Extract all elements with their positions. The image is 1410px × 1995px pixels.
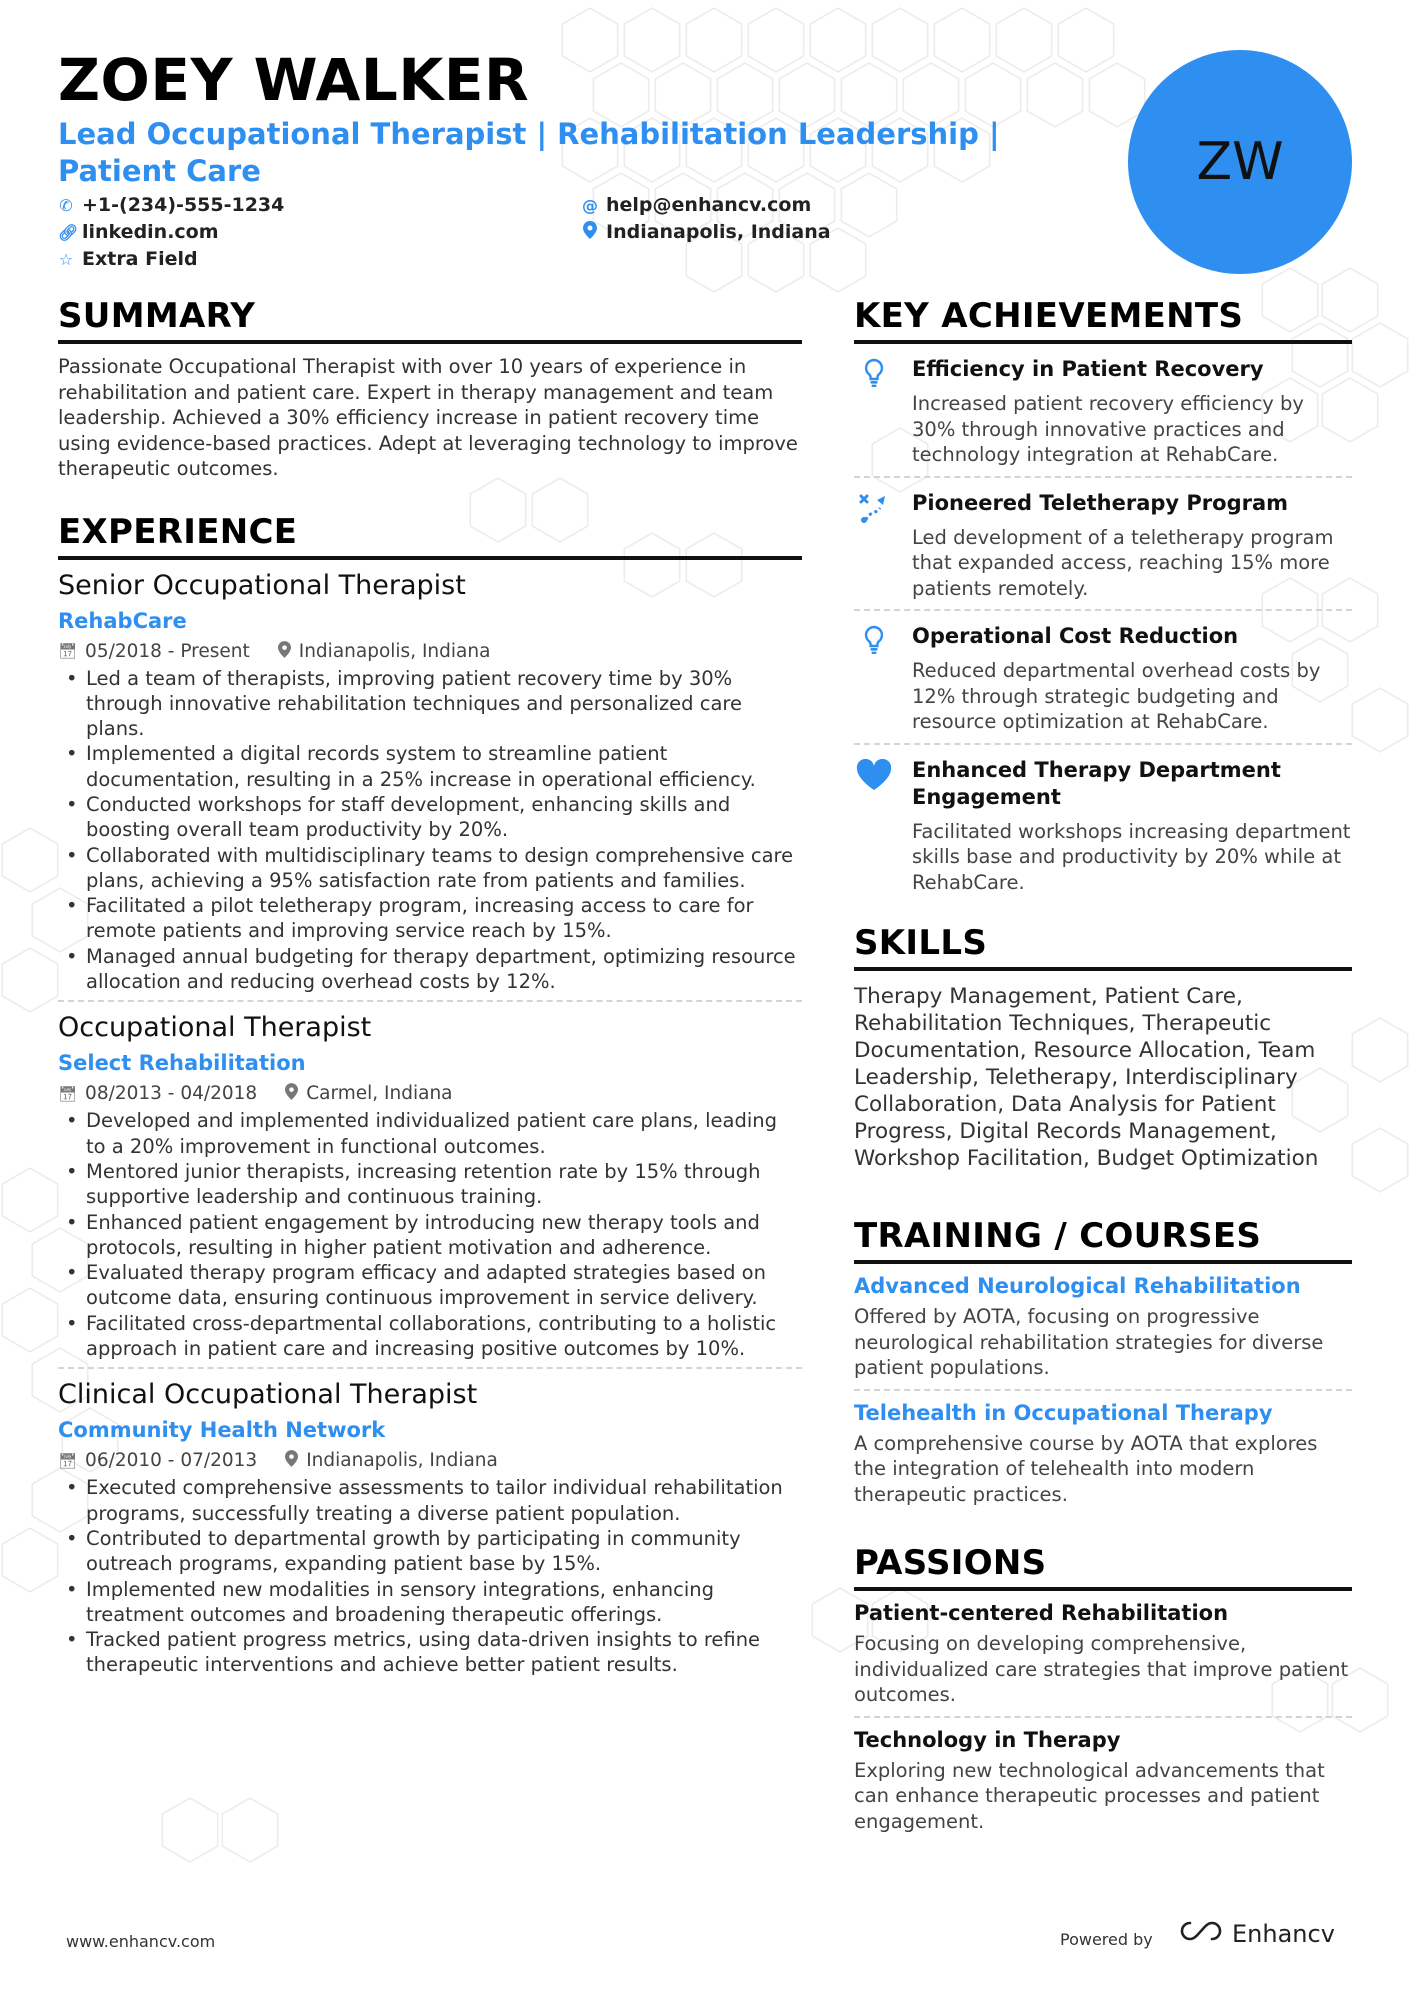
job-bullet: • Facilitated a pilot teletherapy program, increasing access to care for remote patients and improving service reach by 15%. [58, 893, 802, 944]
hexagon-decoration [222, 1798, 277, 1862]
hexagon-decoration [748, 8, 803, 72]
job-bullet: • Led a team of therapists, improving patient recovery time by 30% through innovative rehabilitation techniques and personalized care plans. [58, 666, 802, 742]
passion-item [854, 1601, 1352, 1708]
passion-desc: Focusing on developing comprehensive, individualized care strategies that improve patient outcomes. [854, 1632, 1349, 1706]
contact-info [58, 194, 831, 274]
hexagon-decoration [2, 1288, 57, 1352]
calendar-icon: 📅︎ [58, 1084, 78, 1103]
job-dates: 08/2013 - 04/2018 [85, 1083, 258, 1105]
experience-entry [58, 1379, 802, 1677]
hexagon-decoration [562, 8, 617, 72]
hexagon-decoration [2, 1528, 57, 1592]
job-dates: 06/2010 - 07/2013 [85, 1450, 258, 1472]
divider [58, 1000, 802, 1002]
job-dates: 05/2018 - Present [85, 640, 250, 662]
email-text: help@enhancv.com [606, 194, 812, 216]
hexagon-decoration [162, 1798, 217, 1862]
phone-icon: ✆ [59, 195, 73, 215]
extra-field [58, 248, 198, 270]
achievement-item [854, 757, 1352, 896]
summary-text: Passionate Occupational Therapist with over 10 years of experience in rehabilitation and patient care. Expert in therapy management and team leadership. Achieved a 30% efficiency increase in patient recovery time using evidence-based practices. Adept at leveraging technology to improve therapeutic outcomes. [58, 355, 798, 480]
divider [854, 609, 1352, 611]
phone-text: +1-(234)-555-1234 [82, 194, 285, 216]
job-bullet: • Tracked patient progress metrics, using data-driven insights to refine therapeutic interventions and achieve better patient results. [58, 1627, 802, 1678]
divider [854, 1389, 1352, 1391]
achievement-desc: Facilitated workshops increasing department skills base and productivity by 20% while at RehabCare. [912, 819, 1351, 894]
job-location: Carmel, Indiana [306, 1083, 453, 1105]
divider [854, 743, 1352, 745]
calendar-icon: 📅︎ [58, 642, 78, 660]
job-bullet: • Implemented new modalities in sensory integrations, enhancing treatment outcomes and broadening therapeutic offerings. [58, 1577, 802, 1628]
hexagon-decoration [1352, 323, 1407, 387]
achievement-desc: Led development of a teletherapy program that expanded access, reaching 15% more patients remotely. [912, 525, 1334, 600]
enhancv-logo[interactable] [1178, 1920, 1335, 1948]
hexagon-decoration [2, 828, 57, 892]
training-heading: TRAINING / COURSES [854, 1216, 1352, 1264]
hexagon-decoration [872, 8, 927, 72]
achievement-item [854, 490, 1352, 602]
job-bullets [58, 1108, 802, 1361]
achievement-item [854, 623, 1352, 735]
job-meta [58, 1083, 802, 1104]
footer-powered-by: Powered by [1060, 1930, 1153, 1949]
job-title: Senior Occupational Therapist [58, 569, 466, 601]
achievement-desc: Reduced departmental overhead costs by 12% through strategic budgeting and resource optimization at RehabCare. [912, 659, 1321, 733]
passions-heading: PASSIONS [854, 1543, 1352, 1591]
avatar [1128, 50, 1352, 274]
hexagon-decoration [810, 8, 865, 72]
hexagon-decoration [624, 8, 679, 72]
achievement-desc: Increased patient recovery efficiency by 30% through innovative practices and technology integration at RehabCare. [912, 392, 1304, 466]
hexagon-decoration [2, 948, 57, 1012]
job-bullet: • Mentored junior therapists, increasing retention rate by 15% through supportive leadership and continuous training. [58, 1159, 802, 1210]
calendar-icon: 📅︎ [58, 1451, 78, 1470]
location-pin-icon [285, 1083, 298, 1104]
hexagon-decoration [2, 1168, 57, 1232]
job-bullet: • Developed and implemented individualized patient care plans, leading to a 20% improvement in functional outcomes. [58, 1108, 802, 1159]
location-pin-icon [278, 641, 291, 662]
heart-icon [854, 757, 894, 896]
linkedin-text: linkedin.com [82, 221, 219, 243]
course-item [854, 1274, 1352, 1381]
enhancv-brand: Enhancv [1232, 1920, 1335, 1948]
location-contact [582, 221, 831, 243]
course-title: Telehealth in Occupational Therapy [854, 1400, 1273, 1425]
job-meta [58, 1450, 802, 1471]
location-text: Indianapolis, Indiana [606, 221, 831, 243]
avatar-initials: ZW [1196, 132, 1284, 192]
job-company: RehabCare [58, 608, 187, 633]
job-company: Community Health Network [58, 1418, 386, 1443]
star-icon: ☆ [58, 249, 74, 269]
hexagon-decoration [1352, 688, 1407, 752]
experience-entry [58, 570, 802, 1003]
job-location: Indianapolis, Indiana [298, 640, 491, 662]
lightbulb-icon [854, 623, 894, 735]
hexagon-decoration [934, 8, 989, 72]
achievement-title: Enhanced Therapy Department Engagement [912, 757, 1281, 809]
experience-entry [58, 1012, 802, 1369]
hexagon-decoration [1352, 1128, 1407, 1192]
job-title: Occupational Therapist [58, 1012, 372, 1044]
job-bullet: • Managed annual budgeting for therapy department, optimizing resource allocation and reducing overhead costs by 12%. [58, 944, 802, 995]
hexagon-decoration [686, 8, 741, 72]
hexagon-decoration [1352, 1018, 1407, 1082]
course-item [854, 1401, 1352, 1508]
candidate-headline: Lead Occupational Therapist | Rehabilitation Leadership | Patient Care [58, 117, 1000, 188]
experience-heading: EXPERIENCE [58, 512, 802, 560]
hexagon-decoration [1058, 8, 1113, 72]
job-bullet: • Evaluated therapy program efficacy and adapted strategies based on outcome data, ensuring continuous improvement in service delivery. [58, 1260, 802, 1311]
skills-text: Therapy Management, Patient Care, Rehabilitation Techniques, Therapeutic Documentation, Resource Allocation, Team Leadership, Teletherapy, Interdisciplinary Collaboration, Data Analysis for Patient Progress, Digital Records Management, Workshop Facilitation, Budget Optimization [854, 984, 1319, 1171]
right-column [854, 296, 1352, 1834]
summary-heading: SUMMARY [58, 296, 802, 344]
course-title: Advanced Neurological Rehabilitation [854, 1274, 1301, 1298]
job-bullets [58, 666, 802, 995]
job-bullet: • Collaborated with multidisciplinary teams to design comprehensive care plans, achieving a 95% satisfaction rate from patients and families. [58, 843, 802, 894]
passion-desc: Exploring new technological advancements that can enhance therapeutic processes and patient engagement. [854, 1758, 1325, 1833]
divider [58, 1367, 802, 1369]
job-bullet: • Executed comprehensive assessments to tailor individual rehabilitation programs, successfully treating a diverse patient population. [58, 1475, 802, 1526]
job-bullets [58, 1475, 802, 1677]
divider [854, 1716, 1352, 1718]
course-desc: A comprehensive course by AOTA that explores the integration of telehealth into modern therapeutic practices. [854, 1431, 1318, 1506]
divider [854, 476, 1352, 478]
footer-url[interactable]: www.enhancv.com [66, 1932, 216, 1951]
skills-heading: SKILLS [854, 923, 1352, 971]
achievement-title: Pioneered Teletherapy Program [912, 490, 1289, 515]
phone-contact[interactable] [58, 194, 284, 216]
candidate-name: ZOEY WALKER [58, 46, 530, 114]
email-contact[interactable] [582, 194, 811, 216]
course-desc: Offered by AOTA, focusing on progressive neurological rehabilitation strategies for diverse patient populations. [854, 1305, 1324, 1379]
achievement-item [854, 356, 1352, 468]
job-company: Select Rehabilitation [58, 1051, 306, 1076]
route-icon [854, 490, 894, 602]
at-icon: @ [582, 195, 598, 215]
job-meta [58, 641, 802, 662]
job-bullet: • Contributed to departmental growth by participating in community outreach programs, expanding patient base by 15%. [58, 1526, 802, 1577]
job-location: Indianapolis, Indiana [306, 1450, 498, 1472]
achievements-heading: KEY ACHIEVEMENTS [854, 296, 1352, 344]
job-bullet: • Implemented a digital records system to streamline patient documentation, resulting in a 25% increase in operational efficiency. [58, 741, 802, 792]
achievement-title: Efficiency in Patient Recovery [912, 357, 1264, 381]
passion-title: Technology in Therapy [854, 1727, 1121, 1752]
enhancv-logo-icon [1178, 1920, 1224, 1948]
extra-text: Extra Field [82, 248, 198, 270]
lightbulb-icon [854, 356, 894, 468]
job-bullet: • Facilitated cross-departmental collaborations, contributing to a holistic approach in patient care and increasing positive outcomes by 10%. [58, 1311, 802, 1362]
achievement-title: Operational Cost Reduction [912, 624, 1239, 648]
location-pin-icon [582, 221, 598, 243]
passion-title: Patient-centered Rehabilitation [854, 1601, 1229, 1625]
location-pin-icon [285, 1450, 298, 1471]
passion-item [854, 1728, 1352, 1835]
job-bullet: • Enhanced patient engagement by introducing new therapy tools and protocols, resulting in higher patient motivation and adherence. [58, 1210, 802, 1261]
job-title: Clinical Occupational Therapist [58, 1379, 478, 1411]
linkedin-contact[interactable] [58, 221, 219, 243]
job-bullet: • Conducted workshops for staff development, enhancing skills and boosting overall team productivity by 20%. [58, 792, 802, 843]
left-column [58, 296, 802, 1678]
link-icon: 🔗︎ [58, 222, 79, 242]
hexagon-decoration [996, 8, 1051, 72]
